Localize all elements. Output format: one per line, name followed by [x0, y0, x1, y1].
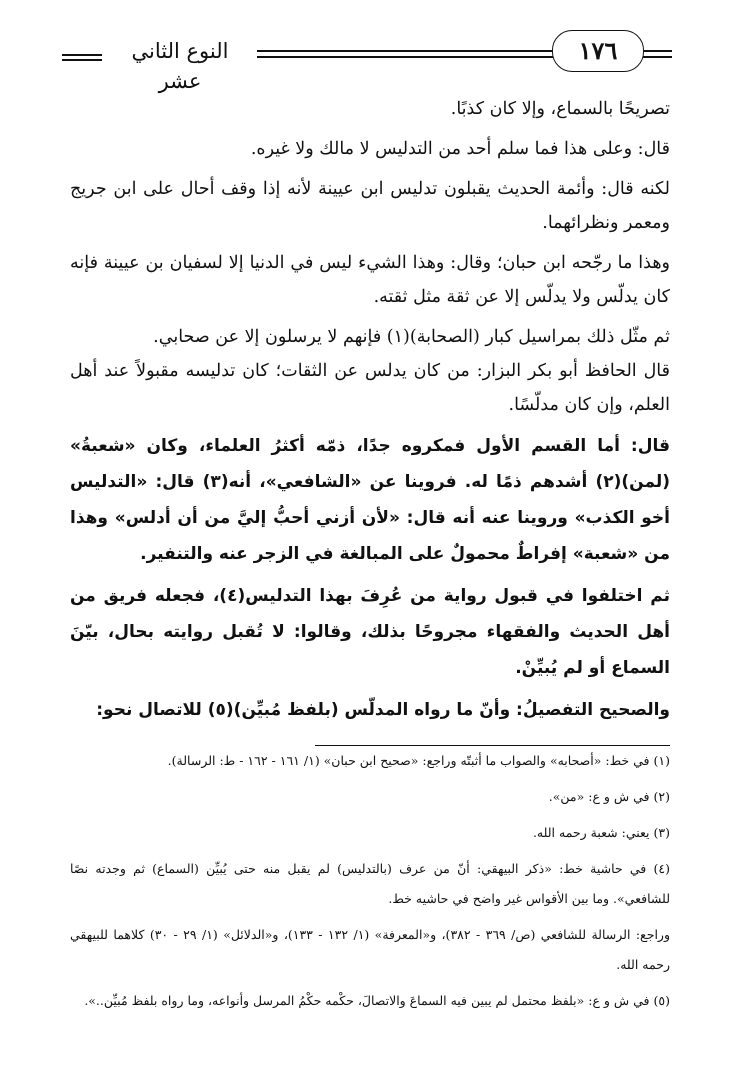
- page-number: ١٧٦: [552, 30, 644, 72]
- footnote: (٤) في حاشية خط: «ذكر البيهقي: أنّ من عرف (بالتدليس) لم يقبل منه حتى يُبيِّن (السماع) ثم وجدته نصًا للشافعي». وما بين الأقواس غير واضح في حاشيه خط.: [70, 861, 670, 906]
- footnote: (٥) في ش و ع: «بلفظ محتمل لم يبين فيه السماعَ والاتصالَ، حكْمه حكْمُ المرسل وأنواعه، وما رواه بلفظ مُبيِّن..».: [84, 993, 670, 1008]
- footnote: (١) في خط: «أصحابه» والصواب ما أثبتّه وراجع: «صحيح ابن حبان» (١/ ١٦١ - ١٦٢ - ط: الرسالة).: [167, 753, 670, 768]
- main-text: [70, 92, 670, 734]
- paragraph: قال الحافظ أبو بكر البزار: من كان يدلس عن الثقات؛ كان تدليسه مقبولاً عند أهل العلم، وإن كان مدلّسًا.: [70, 361, 670, 415]
- paragraph: وهذا ما رجّحه ابن حبان؛ وقال: وهذا الشيء ليس في الدنيا إلا لسفيان بن عيينة فإنه كان يدلّس ولا يدلّس إلا عن ثقة مثل ثقته.: [70, 253, 670, 307]
- paragraph: تصريحًا بالسماع، وإلا كان كذبًا.: [450, 99, 670, 119]
- footnote: (٣) يعني: شعبة رحمه الله.: [532, 825, 670, 840]
- footnotes: [70, 735, 670, 1022]
- chapter-title: النوع الثاني عشر: [131, 39, 229, 93]
- paragraph: لكنه قال: وأئمة الحديث يقبلون تدليس ابن عيينة لأنه إذا وقف أحال على ابن جريج ومعمر ونظرائهما.: [70, 179, 670, 233]
- paragraph: ثم مثّل ذلك بمراسيل كبار (الصحابة)(١) فإنهم لا يرسلون إلا عن صحابي.: [153, 327, 670, 347]
- page-header: [62, 30, 682, 93]
- quoted-text-bold: ثم اختلفوا في قبول رواية من عُرِفَ بهذا التدليس(٤)، فجعله فريق من أهل الحديث والفقهاء مجروحًا بذلك، وقالوا: لا تُقبل روايته بحال، بيّنَ السماع أو لم يُبيِّنْ.: [70, 586, 670, 678]
- quoted-text-bold: قال: أما القسم الأول فمكروه جدًا، ذمّه أكثرُ العلماء، وكان «شعبةُ» (لمن)(٢) أشدهم ذمًا له. فروينا عن «الشافعي»، أنه(٣) قال: «التدليس أخو الكذب» وروينا عنه أنه قال: «لأن أزني أحبُّ إليَّ من أن أدلس» وهذا من «شعبة» إفراطٌ محمولٌ على المبالغة في الزجر عنه والتنفير.: [70, 436, 670, 564]
- paragraph: قال: وعلى هذا فما سلم أحد من التدليس لا مالك ولا غيره.: [250, 139, 670, 159]
- footnote: وراجع: الرسالة للشافعي (ص/ ٣٦٩ - ٣٨٢)، و«المعرفة» (١/ ١٣٢ - ١٣٣)، و«الدلائل» (١/ ٢٩ - ٣٠) كلاهما للبيهقي رحمه الله.: [70, 927, 670, 972]
- footnote: (٢) في ش و ع: «من».: [548, 789, 670, 804]
- header-rule-left: [62, 54, 102, 61]
- quoted-text-bold: والصحيح التفصيلُ: وأنّ ما رواه المدلّس (بلفظ مُبيِّن)(٥) للاتصال نحو:: [96, 700, 670, 720]
